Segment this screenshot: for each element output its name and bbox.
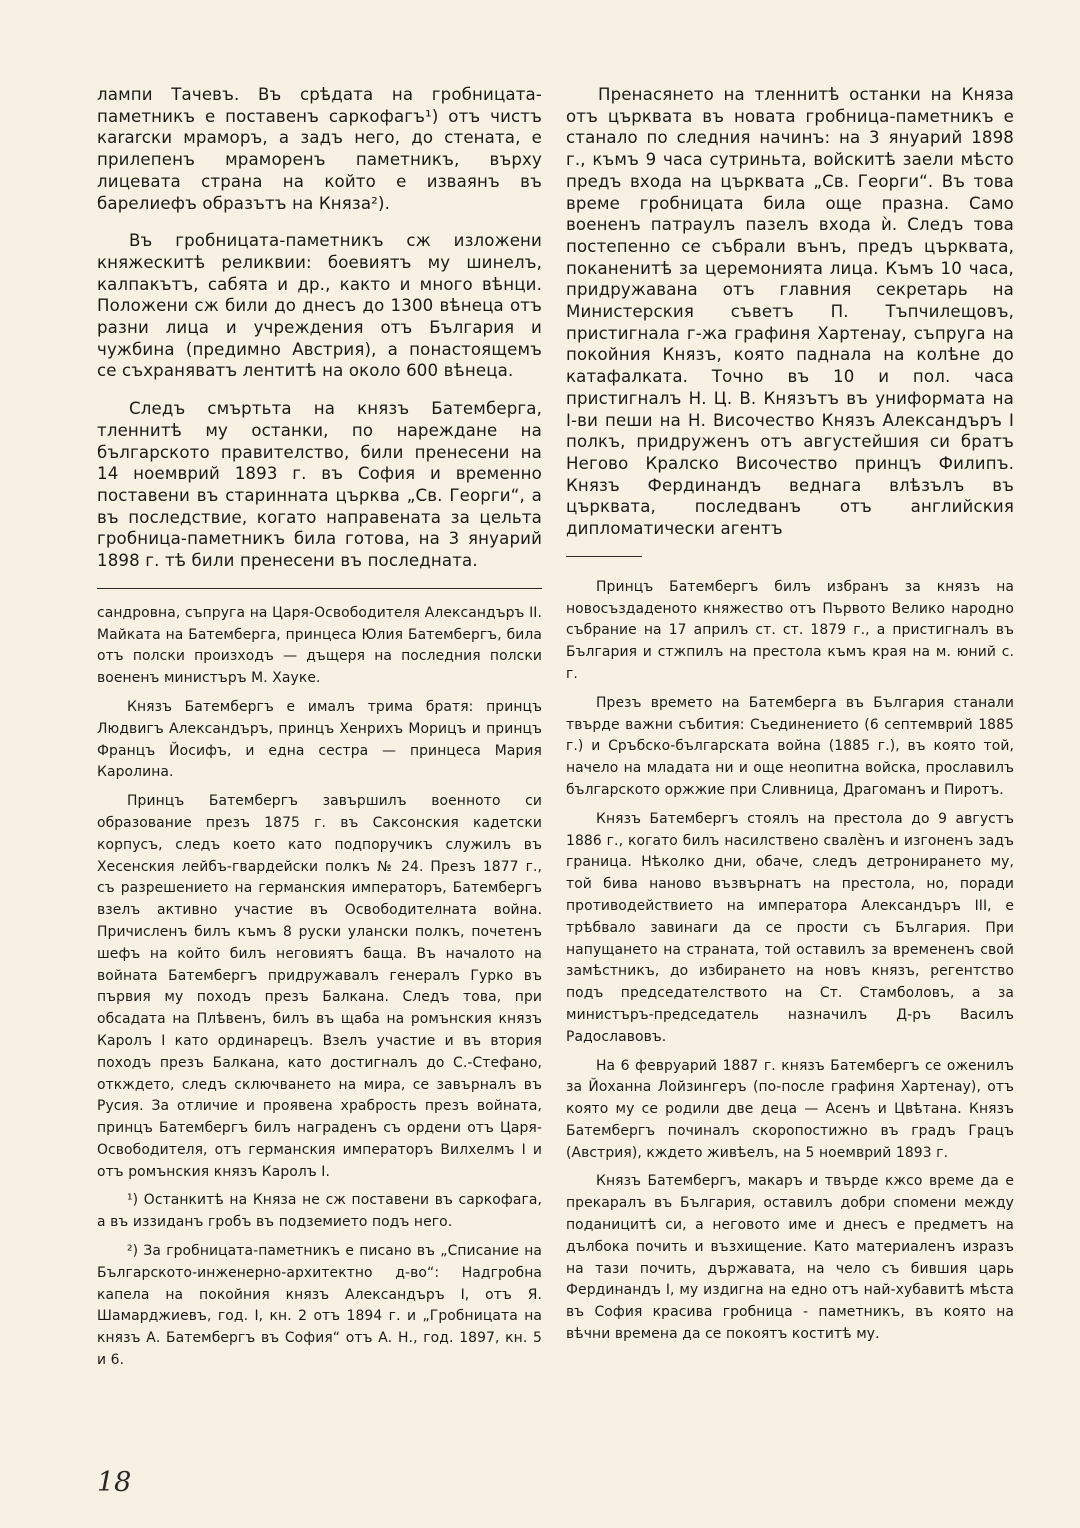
right-footnote-paragraph-1: Принцъ Батембергъ билъ избранъ за князъ на новосъздаденото княжество отъ Първото Велико народно събрание на 17 априлъ ст. ст. 1879 г., а пристигналъ въ България и стжпилъ на престола къмъ края на м. юний с. г.	[566, 578, 1014, 682]
right-footnote-paragraph-4: На 6 февруарий 1887 г. князъ Батембергъ се оженилъ за Йоханна Лойзингеръ (по-после графиня Хартенау), отъ която му се родили две деца — Асенъ и Цвѣтана. Князъ Батембергъ починалъ скоропостижно въ градъ Грацъ (Австрия), кждето живѣелъ, на 5 ноемврий 1893 г.	[566, 1057, 1014, 1161]
page-number: 18	[97, 1467, 132, 1498]
left-footnotes	[97, 603, 542, 1372]
right-main-paragraph-1: Пренасянето на тленнитѣ останки на Княза отъ църквата въ новата гробница-паметникъ е станало по следния начинъ: на 3 януарий 1898 г., къмъ 9 часа сутриньта, войскитѣ заели мѣсто предъ входа на църквата „Св. Георги“. Въ това време гробницата била още празна. Само воененъ патраулъ пазелъ входа ѝ. Следъ това постепенно се събрали вънъ, предъ църквата, поканенитѣ за церемонията лица. Къмъ 10 часа, придружавана отъ главния секретарь на Министерския съветъ П. Тъпчилещовъ, пристигнала г-жа графиня Хартенау, съпруга на покойния Князъ, която паднала на колѣне до катафалката. Точно въ 10 и пол. часа пристигналъ Н. Ц. В. Князътъ въ униформата на I-ви пеши на Н. Височество Князъ Александъръ I полкъ, придруженъ отъ августейшия си братъ Негово Кралско Височество принцъ Филипъ. Князъ Фердинандъ веднага влѣзълъ въ църквата, последванъ отъ английския дипломатически агентъ	[566, 85, 1014, 539]
left-main-text	[97, 84, 542, 572]
right-footnote-paragraph-2: Презъ времето на Батемберга въ България станали твърде важни събития: Съединението (6 септемврий 1885 г.) и Сръбско-българската война (1885 г.), въ която той, начело на младата ни и още неопитна войска, прославилъ българското оржжие при Сливница, Драгоманъ и Пиротъ.	[566, 694, 1014, 798]
left-main-paragraph-1: лампи Тачевъ. Въ срѣдата на гробницата-паметникъ е поставенъ саркофагъ¹) отъ чистъ кararски мраморъ, а задъ него, до стената, е прилепенъ мраморенъ паметникъ, върху лицевата страна на който е изваянъ въ барелиефъ образътъ на Княза²).	[97, 85, 542, 213]
right-footnote-divider	[566, 556, 642, 557]
right-main-text	[566, 84, 1014, 540]
footnote-1: ¹) Останкитѣ на Княза не сж поставени въ саркофага, а въ иззиданъ гробъ въ подземието подъ него.	[97, 1192, 542, 1231]
right-footnotes	[566, 577, 1014, 1346]
right-column	[566, 84, 1014, 1353]
left-main-paragraph-2: Въ гробницата-паметникъ сж изложени княжескитѣ реликвии: боевиятъ му шинелъ, калпакътъ, сабята и др., както и много вѣнци. Положени сж били до днесъ до 1300 вѣнеца отъ разни лица и учреждения отъ България и чужбина (предимно Австрия), а понастоящемъ се съхраняватъ лентитѣ на около 600 вѣнеца.	[97, 231, 542, 381]
left-footnote-paragraph-2: Князъ Батембергъ е ималъ трима братя: принцъ Людвигъ Александъръ, принцъ Хенрихъ Морицъ и принцъ Францъ Йосифъ, и една сестра — принцеса Мария Каролина.	[97, 698, 542, 781]
right-footnote-paragraph-3: Князъ Батембергъ стоялъ на престола до 9 августъ 1886 г., когато билъ насилствено свалѐнъ и изгоненъ задъ граница. Нѣколко дни, обаче, следъ детронирането му, той бива наново възвърнатъ на престола, но, поради противодействието на императора Александъръ III, е трѣбвало завинаги да се прости съ България. При напущането на страната, той оставилъ за времененъ свой замѣстникъ, до избирането на новъ князъ, регентство подъ председателството на Ст. Стамболовъ, а за министъръ-председатель назначилъ Д-ръ Василъ Радославовъ.	[566, 810, 1014, 1045]
left-footnote-divider	[97, 588, 542, 589]
left-footnote-paragraph-3: Принцъ Батембергъ завършилъ военното си образование презъ 1875 г. въ Саксонския кадетски корпусъ, следъ което като подпоручикъ служилъ въ Хесенския лейбъ-гвардейски полкъ № 24. Презъ 1877 г., съ разрешението на германския императоръ, Батембергъ взелъ активно участие въ Освободителната война. Причисленъ билъ къмъ 8 руски улански полкъ, почетенъ шефъ на който билъ неговиятъ баща. Въ началото на войната Батембергъ придружавалъ генералъ Гурко въ първия му походъ презъ Балкана. Следъ това, при обсадата на Плѣвенъ, билъ въ щаба на ромънския князъ Каролъ I като ординарецъ. Взелъ участие и въ втория походъ презъ Балкана, като достигналъ до С.-Стефано, откждето, следъ сключването на мира, се завърналъ въ Русия. За отличие и проявена храбрость презъ войната, принцъ Батембергъ билъ награденъ съ ордени отъ Царя-Освободителя, отъ германския императоръ Вилхелмъ I и отъ ромънския князъ Каролъ I.	[97, 793, 542, 1180]
left-main-paragraph-3: Следъ смъртьта на князъ Батемберга, тленнитѣ му останки, по нареждане на българското правителство, били пренесени на 14 ноемврий 1893 г. въ София и временно поставени въ старинната църква „Св. Георги“, а въ последствие, когато направената за цельта гробница-паметникъ била готова, на 3 януарий 1898 г. тѣ били пренесени въ последната.	[97, 399, 542, 571]
left-column	[97, 84, 542, 1379]
right-footnote-paragraph-5: Князъ Батембергъ, макаръ и твърде кжсо време да е прекаралъ въ България, оставилъ добри спомени между поданицитѣ си, а неговото име и днесъ е предметъ на дълбока почить и възхищение. Като материаленъ изразъ на тази почить, държавата, на чело съ бившия царь Фердинандъ I, му издигна на едно отъ най-хубавитѣ мѣста въ София красива гробница - паметникъ, въ която на вѣчни времена да се покоятъ коститѣ му.	[566, 1173, 1014, 1343]
footnote-2: ²) За гробницата-паметникъ е писано въ „Списание на Българското-инженерно-архитектно д-во“: Надгробна капела на покойния князъ Александъръ I, отъ Я. Шамарджиевъ, год. I, кн. 2 отъ 1894 г. и „Гробницата на князъ А. Батембергъ въ София“ отъ А. Н., год. 1897, кн. 5 и 6.	[97, 1243, 542, 1369]
left-footnote-paragraph-1: сандровна, съпруга на Царя-Освободителя Александъръ II. Майката на Батемберга, принцеса Юлия Батембергъ, била отъ полски произходъ — дъщеря на последния полски воененъ министъръ М. Хауке.	[97, 604, 542, 687]
